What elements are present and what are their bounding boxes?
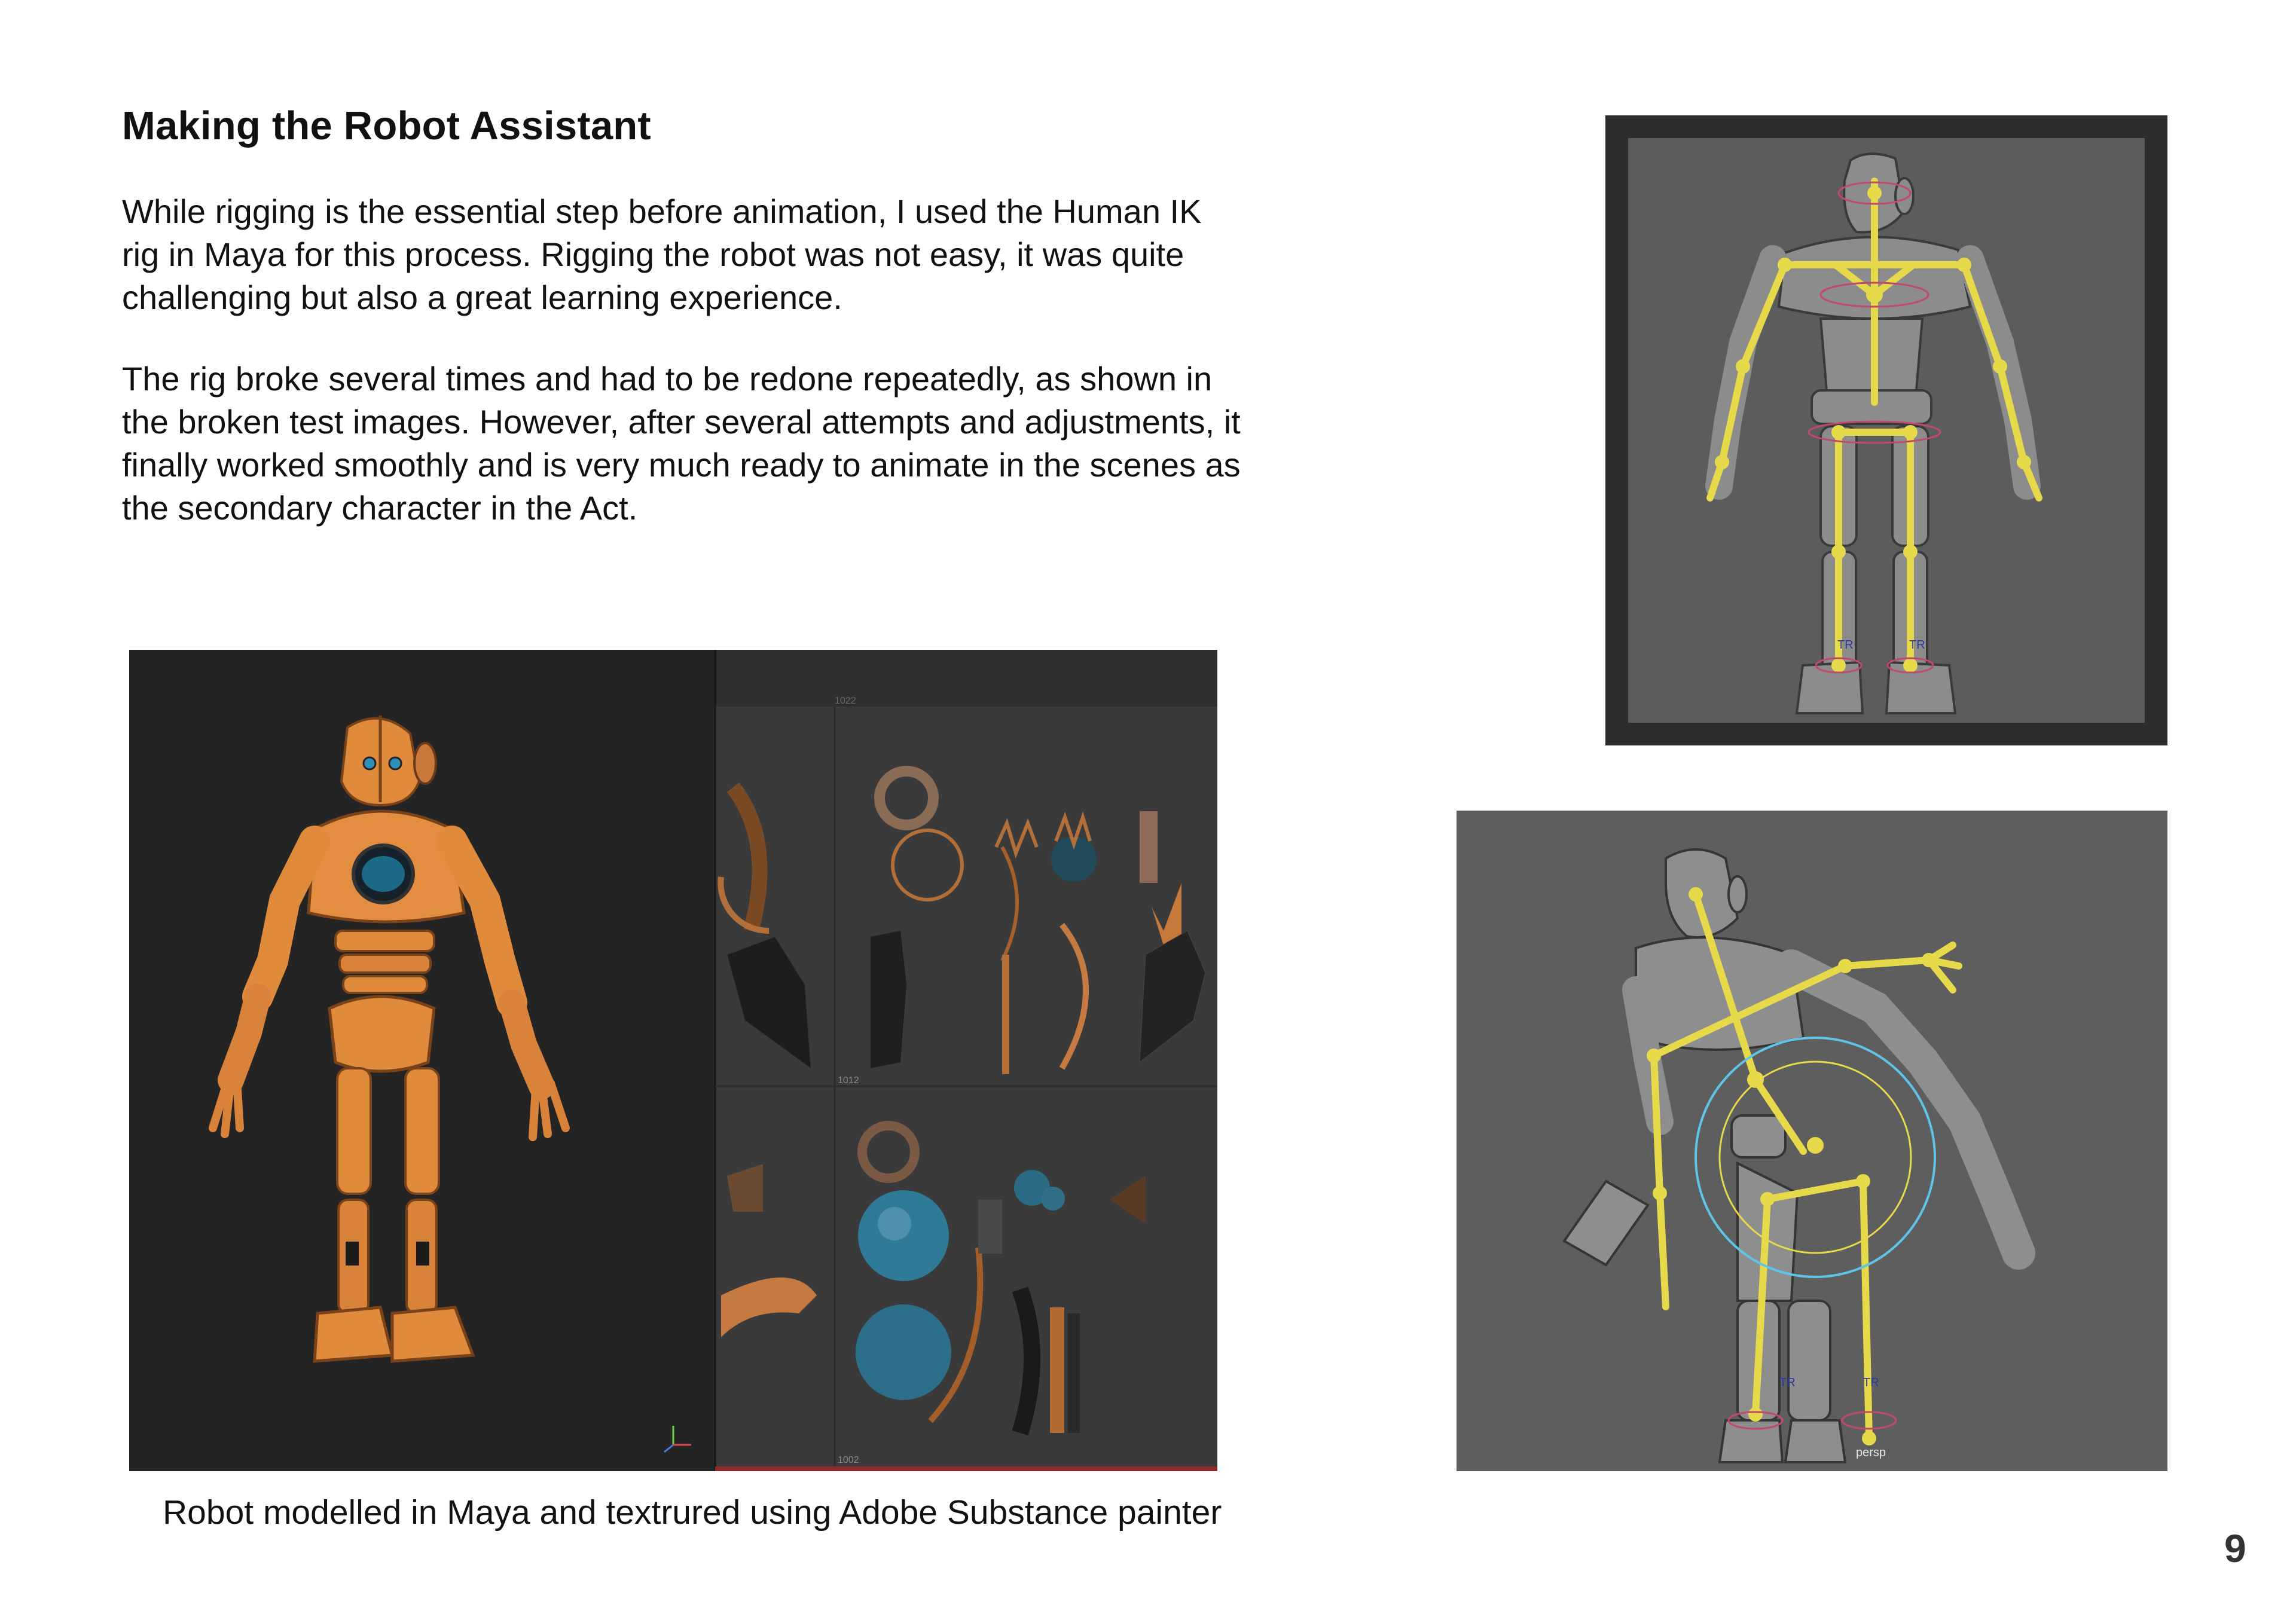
rig-posed-view-image	[1457, 811, 2167, 1471]
rig-posed-svg	[1457, 811, 2167, 1471]
page-number: 9	[2224, 1526, 2246, 1570]
uv-editor-toolbar	[715, 650, 1217, 707]
foot-label: TR	[1909, 638, 1925, 652]
grey-robot-posed-model	[1564, 849, 2019, 1462]
rig-paragraph: The rig broke several times and had to be redone repeatedly, as shown in the broken test images. However, after several attempts and adjustments, it finally worked smoothly and is very much ready to animate in the scenes as the secondary character in the Act.	[122, 360, 1241, 527]
uv-tile-label: 1002	[838, 1455, 859, 1465]
texture-composite-svg	[129, 650, 1217, 1471]
foot-label: TR	[1863, 1376, 1879, 1389]
uv-tile-label: 1022	[835, 696, 856, 706]
texture-composite-image	[129, 650, 1217, 1471]
intro-paragraph: While rigging is the essential step before animation, I used the Human IK rig in Maya for this process. Rigging the robot was not easy, it was quite challenging but also a great learning experience.	[122, 192, 1202, 316]
foot-label: TR	[1779, 1376, 1796, 1389]
uv-tile-label: 1012	[838, 1075, 859, 1086]
page-title: Making the Robot Assistant	[122, 103, 651, 148]
rig-front-view-image	[1605, 115, 2167, 745]
foot-label: TR	[1837, 638, 1854, 652]
rig-front-svg	[1605, 115, 2167, 745]
camera-label: persp	[1856, 1446, 1886, 1459]
image-caption: Robot modelled in Maya and textrured using Adobe Substance painter	[163, 1493, 1222, 1532]
